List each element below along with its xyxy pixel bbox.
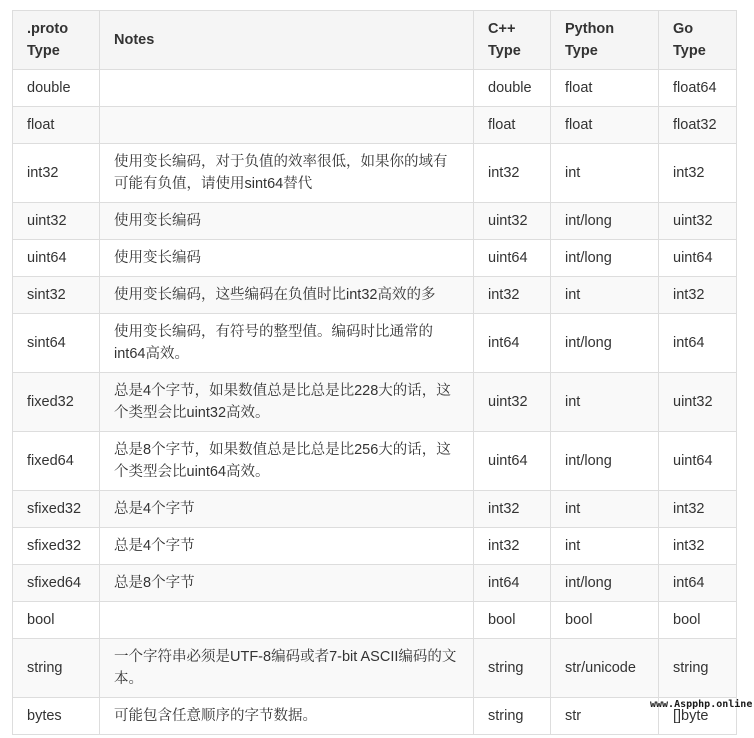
cpp-type-text: uint64 <box>488 250 528 266</box>
proto-type-text: float <box>27 117 55 133</box>
go-type-text: int32 <box>673 165 705 181</box>
cpp-type-text: uint32 <box>488 213 528 229</box>
proto-type-cell <box>13 203 100 240</box>
notes-cell <box>100 314 474 373</box>
cpp-type-cell <box>474 698 551 735</box>
go-type-cell <box>659 639 737 698</box>
python-type-text: int/long <box>565 250 612 266</box>
go-type-cell <box>659 70 737 107</box>
cpp-type-cell <box>474 314 551 373</box>
proto-type-text: fixed32 <box>27 394 74 410</box>
header-label: C++ <box>488 21 516 37</box>
go-type-text: bool <box>673 612 701 628</box>
proto-type-cell <box>13 277 100 314</box>
go-type-cell <box>659 565 737 602</box>
header-label: Go <box>673 21 694 37</box>
header-go-type <box>659 11 737 70</box>
notes-line: 个类型会比uint32高效。 <box>114 405 270 421</box>
python-type-text: float <box>565 117 593 133</box>
notes-line: 使用变长编码 <box>114 250 201 266</box>
table-row <box>13 602 737 639</box>
proto-type-cell <box>13 491 100 528</box>
notes-line: 使用变长编码，对于负值的效率很低，如果你的域有 <box>114 154 448 170</box>
python-type-cell <box>551 565 659 602</box>
go-type-cell <box>659 203 737 240</box>
table-row <box>13 491 737 528</box>
notes-cell <box>100 602 474 639</box>
python-type-cell <box>551 432 659 491</box>
notes-cell <box>100 144 474 203</box>
proto-type-text: string <box>27 660 63 676</box>
go-type-text: uint32 <box>673 213 713 229</box>
header-label: Type <box>27 43 60 59</box>
proto-type-cell <box>13 70 100 107</box>
python-type-text: str/unicode <box>565 660 636 676</box>
header-proto-type <box>13 11 100 70</box>
watermark: www.Aspphp.online <box>650 699 753 710</box>
notes-line: 总是4个字节，如果数值总是比总是比228大的话，这 <box>114 383 451 399</box>
python-type-cell <box>551 373 659 432</box>
notes-line: 可能有负值，请使用sint64替代 <box>114 176 313 192</box>
python-type-cell <box>551 203 659 240</box>
proto-type-cell <box>13 314 100 373</box>
notes-line: 个类型会比uint64高效。 <box>114 464 270 480</box>
proto-type-text: sfixed64 <box>27 575 82 591</box>
go-type-cell <box>659 602 737 639</box>
notes-cell <box>100 277 474 314</box>
cpp-type-cell <box>474 240 551 277</box>
header-python-type <box>551 11 659 70</box>
proto-type-text: sint64 <box>27 335 66 351</box>
go-type-text: float32 <box>673 117 717 133</box>
notes-line: 本。 <box>114 671 143 687</box>
cpp-type-cell <box>474 432 551 491</box>
table-row <box>13 144 737 203</box>
notes-line: 一个字符串必须是UTF-8编码或者7-bit ASCII编码的文 <box>114 649 457 665</box>
go-type-cell <box>659 432 737 491</box>
cpp-type-cell <box>474 70 551 107</box>
python-type-cell <box>551 107 659 144</box>
cpp-type-text: float <box>488 117 516 133</box>
cpp-type-text: string <box>488 708 524 724</box>
cpp-type-cell <box>474 491 551 528</box>
notes-line: 使用变长编码 <box>114 213 201 229</box>
notes-cell <box>100 70 474 107</box>
go-type-text: uint64 <box>673 250 713 266</box>
cpp-type-text: int32 <box>488 165 520 181</box>
proto-type-text: sfixed32 <box>27 538 82 554</box>
table-row <box>13 70 737 107</box>
proto-type-cell <box>13 639 100 698</box>
go-type-cell <box>659 240 737 277</box>
proto-type-text: sint32 <box>27 287 66 303</box>
go-type-text: int64 <box>673 575 705 591</box>
python-type-text: str <box>565 708 582 724</box>
python-type-cell <box>551 491 659 528</box>
type-table <box>12 10 737 735</box>
notes-line: 使用变长编码，这些编码在负值时比int32高效的多 <box>114 287 436 303</box>
go-type-cell <box>659 277 737 314</box>
table-row <box>13 698 737 735</box>
table-row <box>13 314 737 373</box>
header-label: Type <box>565 43 598 59</box>
cpp-type-cell <box>474 277 551 314</box>
cpp-type-text: string <box>488 660 524 676</box>
python-type-text: int <box>565 538 581 554</box>
go-type-text: int64 <box>673 335 705 351</box>
go-type-text: uint64 <box>673 453 713 469</box>
notes-cell <box>100 528 474 565</box>
cpp-type-cell <box>474 565 551 602</box>
proto-type-text: uint64 <box>27 250 67 266</box>
python-type-cell <box>551 70 659 107</box>
cpp-type-cell <box>474 107 551 144</box>
proto-type-cell <box>13 698 100 735</box>
cpp-type-cell <box>474 528 551 565</box>
notes-line: int64高效。 <box>114 346 189 362</box>
cpp-type-cell <box>474 203 551 240</box>
proto-type-text: bool <box>27 612 55 628</box>
header-label: .proto <box>27 21 69 37</box>
go-type-cell <box>659 491 737 528</box>
proto-type-cell <box>13 107 100 144</box>
python-type-text: bool <box>565 612 593 628</box>
go-type-cell <box>659 373 737 432</box>
cpp-type-text: int32 <box>488 287 520 303</box>
proto-type-text: bytes <box>27 708 62 724</box>
cpp-type-cell <box>474 602 551 639</box>
python-type-cell <box>551 240 659 277</box>
cpp-type-cell <box>474 144 551 203</box>
cpp-type-text: bool <box>488 612 516 628</box>
python-type-cell <box>551 602 659 639</box>
go-type-text: uint32 <box>673 394 713 410</box>
python-type-text: int/long <box>565 575 612 591</box>
table-row <box>13 565 737 602</box>
cpp-type-text: int64 <box>488 335 520 351</box>
notes-cell <box>100 491 474 528</box>
go-type-text: int32 <box>673 501 705 517</box>
header-notes <box>100 11 474 70</box>
python-type-text: int <box>565 501 581 517</box>
notes-line: 可能包含任意顺序的字节数据。 <box>114 708 317 724</box>
table-row <box>13 240 737 277</box>
python-type-text: int <box>565 287 581 303</box>
go-type-cell <box>659 107 737 144</box>
notes-cell <box>100 565 474 602</box>
proto-type-cell <box>13 602 100 639</box>
notes-line: 总是4个字节 <box>114 538 195 554</box>
go-type-cell <box>659 528 737 565</box>
go-type-text: string <box>673 660 709 676</box>
proto-type-cell <box>13 528 100 565</box>
cpp-type-cell <box>474 639 551 698</box>
table-row <box>13 528 737 565</box>
python-type-text: float <box>565 80 593 96</box>
proto-type-text: uint32 <box>27 213 67 229</box>
python-type-text: int <box>565 165 581 181</box>
go-type-cell <box>659 144 737 203</box>
notes-cell <box>100 240 474 277</box>
python-type-text: int/long <box>565 335 612 351</box>
notes-line: 使用变长编码，有符号的整型值。编码时比通常的 <box>114 324 433 340</box>
go-type-cell <box>659 314 737 373</box>
python-type-text: int/long <box>565 213 612 229</box>
proto-type-cell <box>13 432 100 491</box>
python-type-cell <box>551 698 659 735</box>
notes-cell <box>100 373 474 432</box>
cpp-type-text: uint64 <box>488 453 528 469</box>
proto-type-cell <box>13 144 100 203</box>
cpp-type-text: int64 <box>488 575 520 591</box>
header-label: Type <box>488 43 521 59</box>
header-label: Python <box>565 21 615 37</box>
python-type-text: int/long <box>565 453 612 469</box>
header-cpp-type <box>474 11 551 70</box>
python-type-cell <box>551 277 659 314</box>
notes-line: 总是8个字节 <box>114 575 195 591</box>
proto-type-text: fixed64 <box>27 453 74 469</box>
notes-cell <box>100 639 474 698</box>
cpp-type-cell <box>474 373 551 432</box>
cpp-type-text: int32 <box>488 501 520 517</box>
proto-type-text: double <box>27 80 71 96</box>
header-label: Type <box>673 43 706 59</box>
notes-cell <box>100 432 474 491</box>
notes-line: 总是4个字节 <box>114 501 195 517</box>
table-row <box>13 432 737 491</box>
go-type-text: int32 <box>673 538 705 554</box>
table-header-row <box>13 11 737 70</box>
header-label: Notes <box>114 32 155 48</box>
proto-type-cell <box>13 373 100 432</box>
go-type-text: []byte <box>673 708 709 724</box>
cpp-type-text: uint32 <box>488 394 528 410</box>
cpp-type-text: double <box>488 80 532 96</box>
table-row <box>13 277 737 314</box>
notes-cell <box>100 203 474 240</box>
python-type-text: int <box>565 394 581 410</box>
table-row <box>13 639 737 698</box>
proto-type-text: sfixed32 <box>27 501 82 517</box>
table-row <box>13 373 737 432</box>
python-type-cell <box>551 314 659 373</box>
go-type-text: float64 <box>673 80 717 96</box>
notes-cell <box>100 698 474 735</box>
cpp-type-text: int32 <box>488 538 520 554</box>
table-row <box>13 203 737 240</box>
notes-cell <box>100 107 474 144</box>
python-type-cell <box>551 639 659 698</box>
table-row <box>13 107 737 144</box>
proto-type-cell <box>13 565 100 602</box>
python-type-cell <box>551 528 659 565</box>
proto-type-cell <box>13 240 100 277</box>
python-type-cell <box>551 144 659 203</box>
go-type-text: int32 <box>673 287 705 303</box>
notes-line: 总是8个字节，如果数值总是比总是比256大的话，这 <box>114 442 451 458</box>
proto-type-text: int32 <box>27 165 59 181</box>
